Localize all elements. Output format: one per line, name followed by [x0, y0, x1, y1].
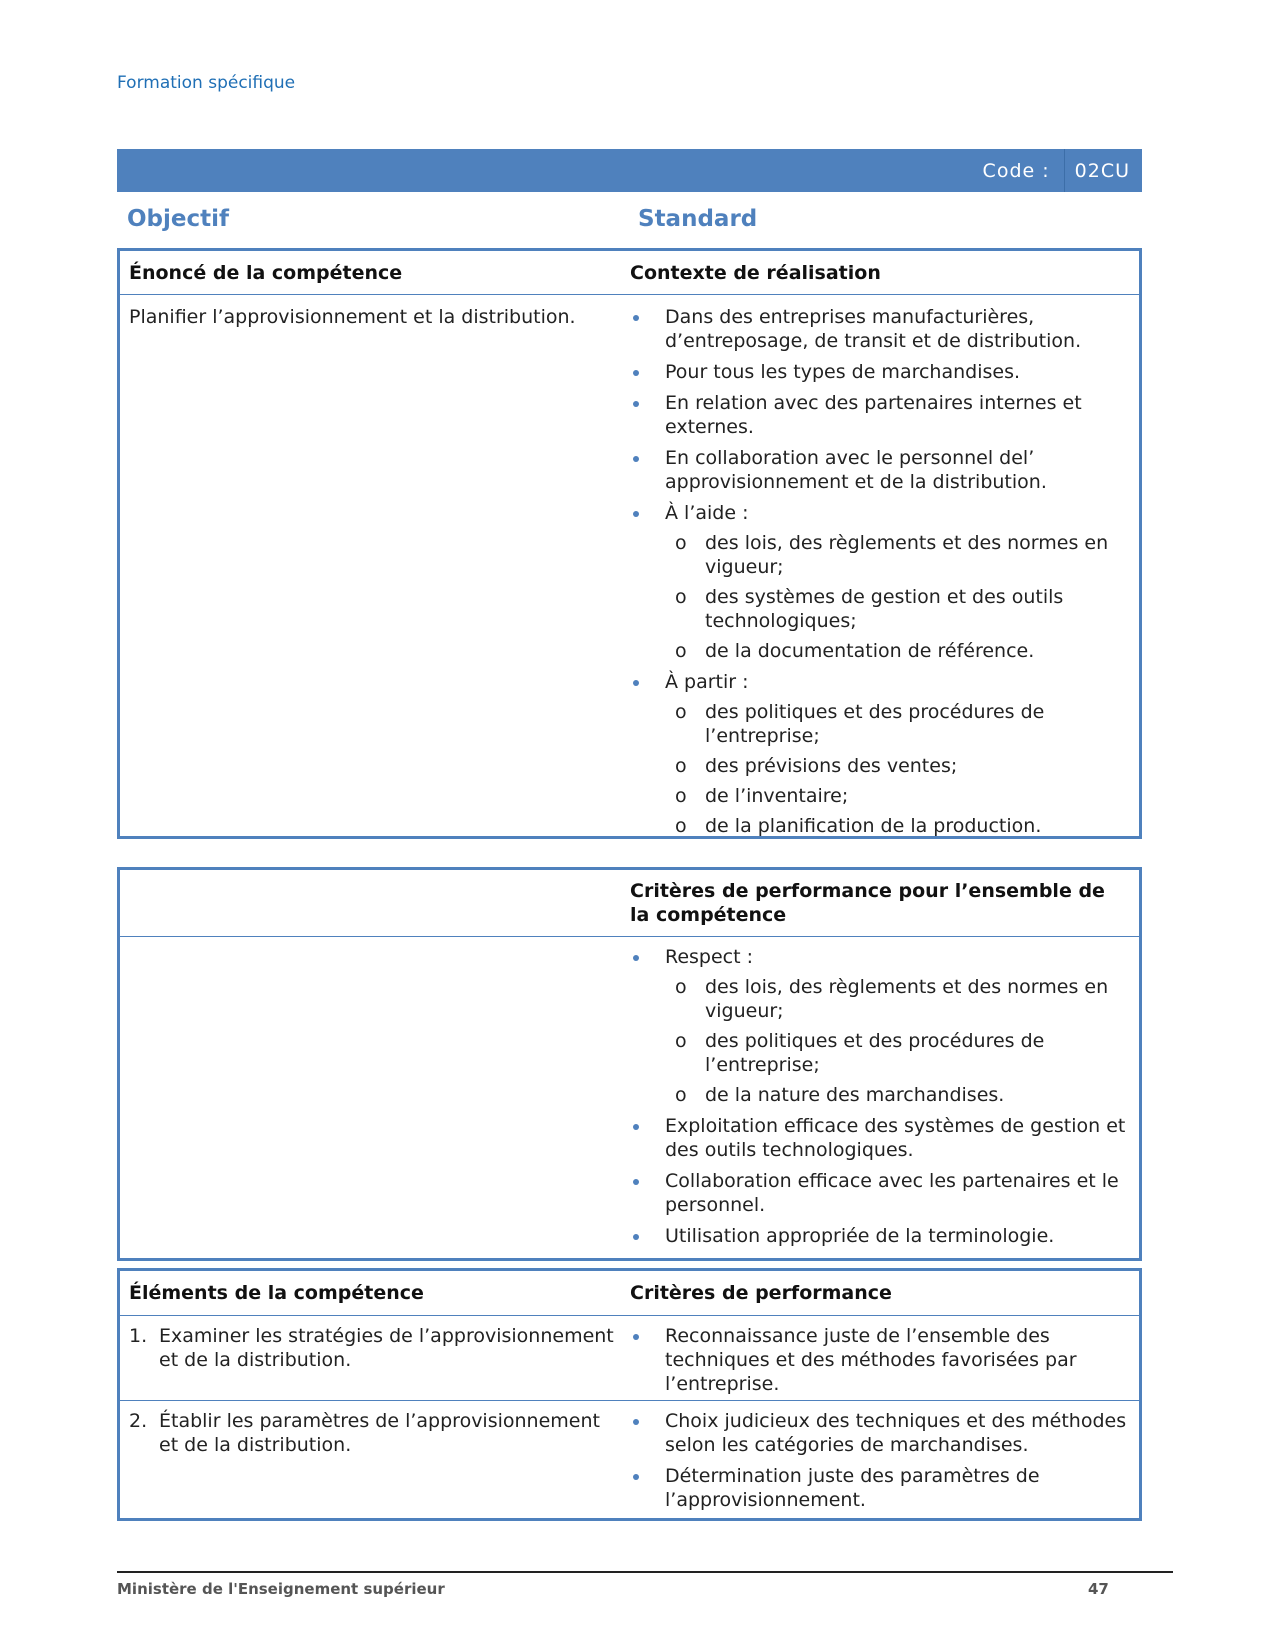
sub-list-item: o des lois, des règlements et des normes en vigueur; — [675, 532, 1109, 578]
sub-list-item: o des politiques et des procédures de l’entreprise; — [675, 701, 1045, 747]
code-value: 02CU — [1074, 159, 1130, 182]
table-row — [120, 1400, 1139, 1518]
statement-header: Énoncé de la compétence — [129, 261, 403, 284]
list-item: Choix judicieux des techniques et des méthodes selon les catégories de marchandises. — [630, 1409, 1129, 1457]
bullet-icon — [633, 511, 639, 517]
bullet-icon — [633, 1234, 639, 1240]
list-item: En relation avec des partenaires internes et externes. — [630, 391, 1129, 439]
footer-ministry: Ministère de l'Enseignement supérieur — [117, 1580, 445, 1598]
list-item: Exploitation efficace des systèmes de gestion et des outils technologiques. — [630, 1114, 1129, 1162]
bullet-icon — [633, 955, 639, 961]
elements-table — [117, 1268, 1142, 1521]
list-item: Dans des entreprises manufacturières, d’entreposage, de transit et de distribution. — [630, 305, 1129, 353]
footer-rule — [117, 1571, 1173, 1573]
sub-list-item: o des lois, des règlements et des normes en vigueur; — [675, 976, 1109, 1022]
bullet-icon — [633, 456, 639, 462]
list-item: Respect : o des lois, des règlements et des normes en vigueur; o des politiques et des procédures de l’entreprise; o de la nature des marchandises. — [630, 945, 1129, 1107]
column-titles — [0, 206, 1275, 240]
context-header: Contexte de réalisation — [630, 261, 881, 284]
list-item: Détermination juste des paramètres de l’approvisionnement. — [630, 1464, 1129, 1512]
sub-list-item: o des prévisions des ventes; — [675, 755, 958, 777]
bullet-icon — [633, 1419, 639, 1425]
context-list — [630, 305, 1129, 838]
elements-header: Éléments de la compétence — [129, 1282, 424, 1304]
bullet-icon — [633, 1124, 639, 1130]
code-bar — [117, 149, 1142, 192]
competence-statement: Planifier l’approvisionnement et la distribution. — [129, 306, 576, 328]
global-criteria-header: Critères de performance pour l’ensemble de la compétence — [630, 880, 1105, 926]
bullet-icon — [633, 1179, 639, 1185]
bullet-icon — [633, 1334, 639, 1340]
sub-list-item: o de la nature des marchandises. — [675, 1084, 1005, 1106]
sub-list-item: o de l’inventaire; — [675, 785, 849, 807]
list-item: En collaboration avec le personnel del’ approvisionnement et de la distribution. — [630, 446, 1129, 494]
list-item: À l’aide : o des lois, des règlements et des normes en vigueur; o des systèmes de gestion et des outils technologiques; o de la documentation de référence. — [630, 501, 1129, 663]
bullet-icon — [633, 370, 639, 376]
standard-title: Standard — [638, 206, 758, 232]
global-criteria-list — [630, 945, 1129, 1248]
objectif-title: Objectif — [127, 206, 230, 232]
list-item: Utilisation appropriée de la terminologie. — [630, 1224, 1129, 1248]
element-2: 2. Établir les paramètres de l’approvisionnement et de la distribution. — [129, 1410, 600, 1456]
list-item: À partir : o des politiques et des procédures de l’entreprise; o des prévisions des ventes; o de l’inventaire; o de la planification de la production. — [630, 670, 1129, 838]
bullet-icon — [633, 1474, 639, 1480]
global-criteria-table — [117, 867, 1142, 1261]
bullet-icon — [633, 315, 639, 321]
bullet-icon — [633, 680, 639, 686]
bullet-icon — [633, 401, 639, 407]
page-number: 47 — [1088, 1580, 1109, 1598]
sub-list-item: o de la planification de la production. — [675, 815, 1042, 837]
criteria-header: Critères de performance — [630, 1282, 892, 1304]
element-1: 1. Examiner les stratégies de l’approvisionnement et de la distribution. — [129, 1325, 614, 1371]
sub-list-item: o de la documentation de référence. — [675, 640, 1035, 662]
code-label: Code : — [982, 159, 1050, 182]
competence-table — [117, 248, 1142, 839]
sub-list-item: o des systèmes de gestion et des outils technologiques; — [675, 586, 1064, 632]
list-item: Pour tous les types de marchandises. — [630, 360, 1129, 384]
table-row — [120, 1315, 1139, 1400]
section-header: Formation spécifique — [117, 73, 296, 93]
list-item: Collaboration efficace avec les partenaires et le personnel. — [630, 1169, 1129, 1217]
list-item: Reconnaissance juste de l’ensemble des techniques et des méthodes favorisées par l’entreprise. — [630, 1324, 1129, 1396]
sub-list-item: o des politiques et des procédures de l’entreprise; — [675, 1030, 1045, 1076]
